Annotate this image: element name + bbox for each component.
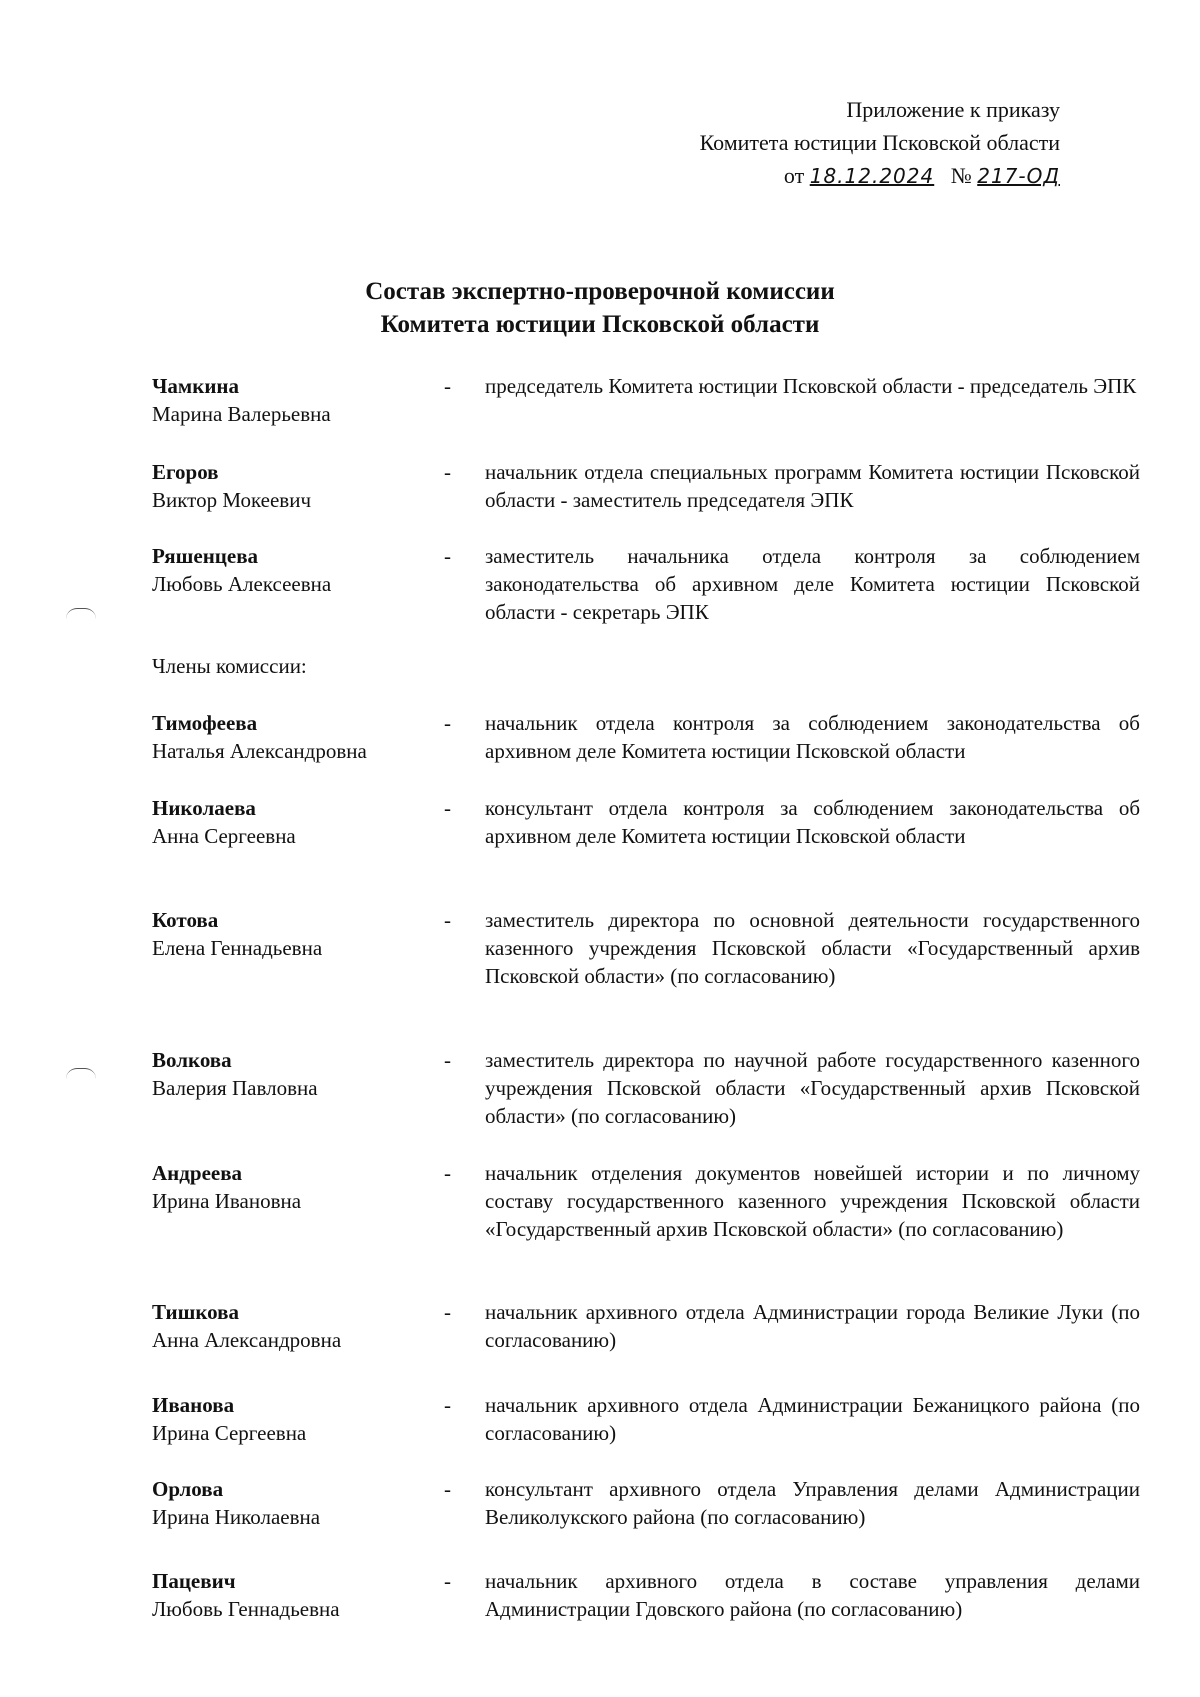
- separator-dash: -: [444, 1393, 451, 1417]
- person-name: [152, 794, 442, 850]
- person-given-name: Ирина Ивановна: [152, 1189, 302, 1213]
- date-prefix: от: [783, 163, 805, 188]
- person-name: [152, 1159, 442, 1215]
- person-role: начальник отдела специальных программ Комитета юстиции Псковской области - заместитель председателя ЭПК: [485, 460, 1140, 512]
- punch-mark: [66, 608, 96, 619]
- separator-dash: -: [444, 1477, 451, 1501]
- separator-dash: -: [444, 908, 451, 932]
- title-line-1: Состав экспертно-проверочной комиссии: [365, 278, 835, 305]
- person-name: [152, 1298, 442, 1354]
- person-role: заместитель директора по основной деятельности государственного казенного учреждения Псковской области «Государственный архив Псковской области» (по согласованию): [485, 908, 1140, 988]
- person-surname: Волкова: [152, 1048, 232, 1072]
- separator-dash: -: [444, 1048, 451, 1072]
- person-surname: Николаева: [152, 796, 256, 820]
- separator-dash: -: [444, 460, 451, 484]
- person-name: [152, 372, 442, 428]
- person-surname: Тимофеева: [152, 711, 258, 735]
- handwritten-number: 217-ОД: [977, 164, 1060, 188]
- title-line-2: Комитета юстиции Псковской области: [380, 311, 820, 338]
- person-surname: Орлова: [152, 1477, 224, 1501]
- person-given-name: Любовь Алексеевна: [152, 572, 332, 596]
- person-name: [152, 1475, 442, 1531]
- members-label: Члены комиссии:: [152, 654, 307, 678]
- person-name: [152, 542, 442, 598]
- person-role: начальник отделения документов новейшей истории и по личному составу государственного казенного учреждения Псковской области «Государственный архив Псковской области» (по согласованию): [485, 1161, 1140, 1241]
- person-surname: Котова: [152, 908, 219, 932]
- person-surname: Пацевич: [152, 1569, 236, 1593]
- separator-dash: -: [444, 711, 451, 735]
- person-role: консультант отдела контроля за соблюдением законодательства об архивном деле Комитета юстиции Псковской области: [485, 796, 1140, 848]
- separator-dash: -: [444, 1300, 451, 1324]
- separator-dash: -: [444, 374, 451, 398]
- person-role: начальник архивного отдела в составе управления делами Администрации Гдовского района (по согласованию): [485, 1569, 1140, 1621]
- appendix-date-line: [700, 159, 1060, 193]
- person-role: начальник архивного отдела Администрации Бежаницкого района (по согласованию): [485, 1393, 1140, 1445]
- person-given-name: Анна Сергеевна: [152, 824, 296, 848]
- person-role: председатель Комитета юстиции Псковской области - председатель ЭПК: [485, 374, 1137, 398]
- person-given-name: Анна Александровна: [152, 1328, 342, 1352]
- appendix-line-1: Приложение к приказу: [846, 97, 1060, 122]
- person-name: [152, 458, 442, 514]
- person-given-name: Валерия Павловна: [152, 1076, 318, 1100]
- appendix-line-2: Комитета юстиции Псковской области: [699, 130, 1060, 155]
- person-role: заместитель начальника отдела контроля за соблюдением законодательства об архивном деле Комитета юстиции Псковской области - секретарь ЭПК: [485, 544, 1140, 624]
- separator-dash: -: [444, 544, 451, 568]
- separator-dash: -: [444, 1161, 451, 1185]
- person-given-name: Любовь Геннадьевна: [152, 1597, 340, 1621]
- person-given-name: Ирина Сергеевна: [152, 1421, 307, 1445]
- person-surname: Ряшенцева: [152, 544, 259, 568]
- person-name: [152, 906, 442, 962]
- person-given-name: Виктор Мокеевич: [152, 488, 312, 512]
- person-role: начальник отдела контроля за соблюдением законодательства об архивном деле Комитета юстиции Псковской области: [485, 711, 1140, 763]
- person-role: консультант архивного отдела Управления делами Администрации Великолукского района (по согласованию): [485, 1477, 1140, 1529]
- document-title: [0, 275, 1200, 341]
- person-name: [152, 1046, 442, 1102]
- person-role: начальник архивного отдела Администрации города Великие Луки (по согласованию): [485, 1300, 1140, 1352]
- person-surname: Андреева: [152, 1161, 243, 1185]
- person-given-name: Наталья Александровна: [152, 739, 367, 763]
- person-surname: Иванова: [152, 1393, 235, 1417]
- punch-mark: [66, 1068, 96, 1079]
- person-name: [152, 1567, 442, 1623]
- handwritten-date: 18.12.2024: [809, 164, 935, 188]
- person-given-name: Елена Геннадьевна: [152, 936, 323, 960]
- person-surname: Чамкина: [152, 374, 240, 398]
- appendix-header: [700, 93, 1060, 193]
- person-role: заместитель директора по научной работе государственного казенного учреждения Псковской области «Государственный архив Псковской области» (по согласованию): [485, 1048, 1140, 1128]
- person-surname: Тишкова: [152, 1300, 239, 1324]
- number-prefix: №: [950, 163, 972, 188]
- separator-dash: -: [444, 796, 451, 820]
- person-name: [152, 1391, 442, 1447]
- person-given-name: Марина Валерьевна: [152, 402, 331, 426]
- separator-dash: -: [444, 1569, 451, 1593]
- person-given-name: Ирина Николаевна: [152, 1505, 321, 1529]
- person-surname: Егоров: [152, 460, 219, 484]
- person-name: [152, 709, 442, 765]
